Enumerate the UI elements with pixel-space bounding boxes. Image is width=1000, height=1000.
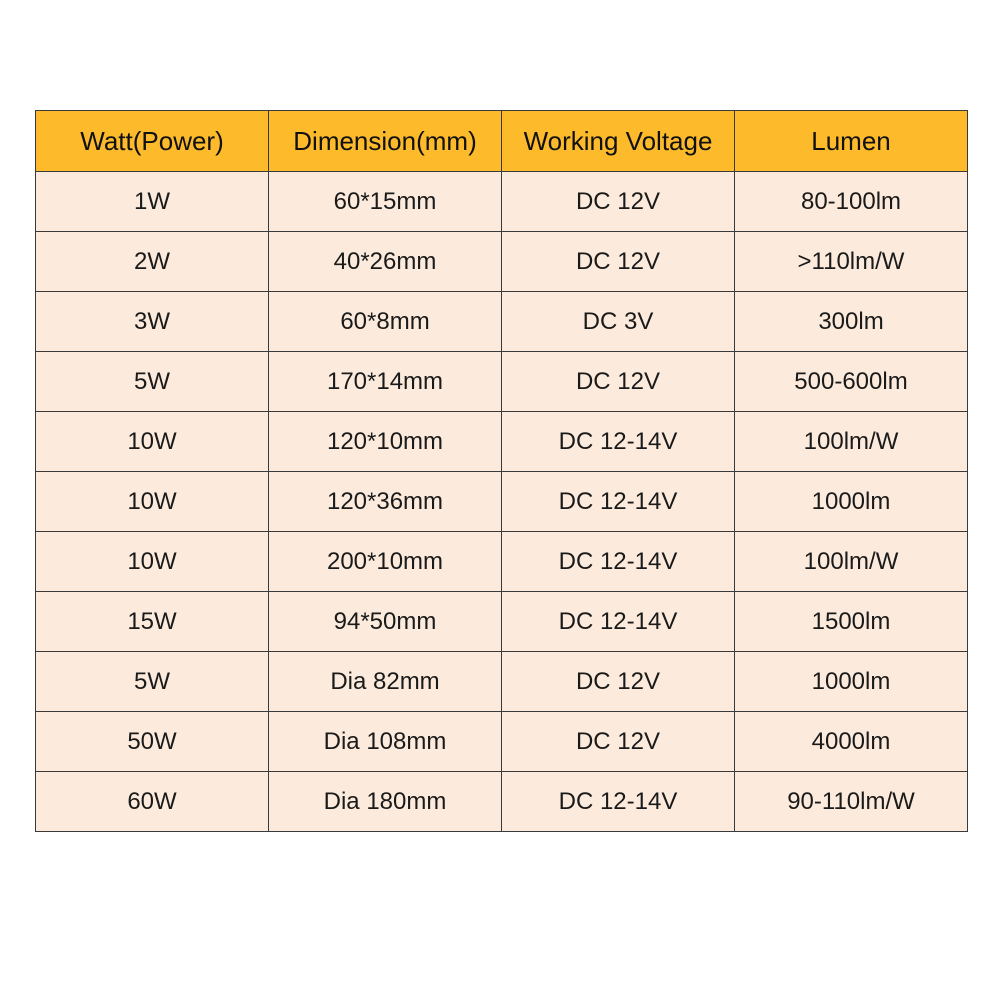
lumen-cell: 80-100lm xyxy=(735,172,968,232)
dimension-cell: 170*14mm xyxy=(269,352,502,412)
table-row xyxy=(36,532,968,592)
lumen-cell: 1000lm xyxy=(735,472,968,532)
table-row xyxy=(36,652,968,712)
voltage-cell: DC 12-14V xyxy=(502,532,735,592)
watt-cell: 10W xyxy=(36,412,269,472)
table-row xyxy=(36,592,968,652)
watt-cell: 5W xyxy=(36,652,269,712)
watt-cell: 60W xyxy=(36,772,269,832)
lumen-cell: 300lm xyxy=(735,292,968,352)
dimension-cell: 60*8mm xyxy=(269,292,502,352)
watt-cell: 1W xyxy=(36,172,269,232)
watt-cell: 2W xyxy=(36,232,269,292)
voltage-cell: DC 12-14V xyxy=(502,592,735,652)
lumen-cell: 90-110lm/W xyxy=(735,772,968,832)
dimension-cell: 40*26mm xyxy=(269,232,502,292)
lumen-cell: 100lm/W xyxy=(735,532,968,592)
table-body xyxy=(36,172,968,832)
spec-table xyxy=(35,110,968,832)
watt-cell: 15W xyxy=(36,592,269,652)
lumen-cell: 1000lm xyxy=(735,652,968,712)
dimension-cell: 120*10mm xyxy=(269,412,502,472)
header-lumen: Lumen xyxy=(735,111,968,172)
voltage-cell: DC 12V xyxy=(502,172,735,232)
voltage-cell: DC 12-14V xyxy=(502,472,735,532)
voltage-cell: DC 12V xyxy=(502,352,735,412)
watt-cell: 10W xyxy=(36,532,269,592)
voltage-cell: DC 12V xyxy=(502,652,735,712)
watt-cell: 50W xyxy=(36,712,269,772)
table-row xyxy=(36,712,968,772)
table-header-row xyxy=(36,111,968,172)
dimension-cell: 120*36mm xyxy=(269,472,502,532)
lumen-cell: 500-600lm xyxy=(735,352,968,412)
voltage-cell: DC 3V xyxy=(502,292,735,352)
table-row xyxy=(36,292,968,352)
table-row xyxy=(36,772,968,832)
lumen-cell: 4000lm xyxy=(735,712,968,772)
table-row xyxy=(36,232,968,292)
table-row xyxy=(36,352,968,412)
voltage-cell: DC 12-14V xyxy=(502,772,735,832)
voltage-cell: DC 12V xyxy=(502,232,735,292)
header-dimension: Dimension(mm) xyxy=(269,111,502,172)
dimension-cell: 200*10mm xyxy=(269,532,502,592)
voltage-cell: DC 12-14V xyxy=(502,412,735,472)
lumen-cell: 1500lm xyxy=(735,592,968,652)
header-watt-power: Watt(Power) xyxy=(36,111,269,172)
watt-cell: 3W xyxy=(36,292,269,352)
table-row xyxy=(36,412,968,472)
watt-cell: 10W xyxy=(36,472,269,532)
dimension-cell: Dia 108mm xyxy=(269,712,502,772)
voltage-cell: DC 12V xyxy=(502,712,735,772)
lumen-cell: 100lm/W xyxy=(735,412,968,472)
table-row xyxy=(36,472,968,532)
watt-cell: 5W xyxy=(36,352,269,412)
dimension-cell: 94*50mm xyxy=(269,592,502,652)
dimension-cell: Dia 180mm xyxy=(269,772,502,832)
dimension-cell: 60*15mm xyxy=(269,172,502,232)
header-working-voltage: Working Voltage xyxy=(502,111,735,172)
lumen-cell: >110lm/W xyxy=(735,232,968,292)
table-row xyxy=(36,172,968,232)
dimension-cell: Dia 82mm xyxy=(269,652,502,712)
